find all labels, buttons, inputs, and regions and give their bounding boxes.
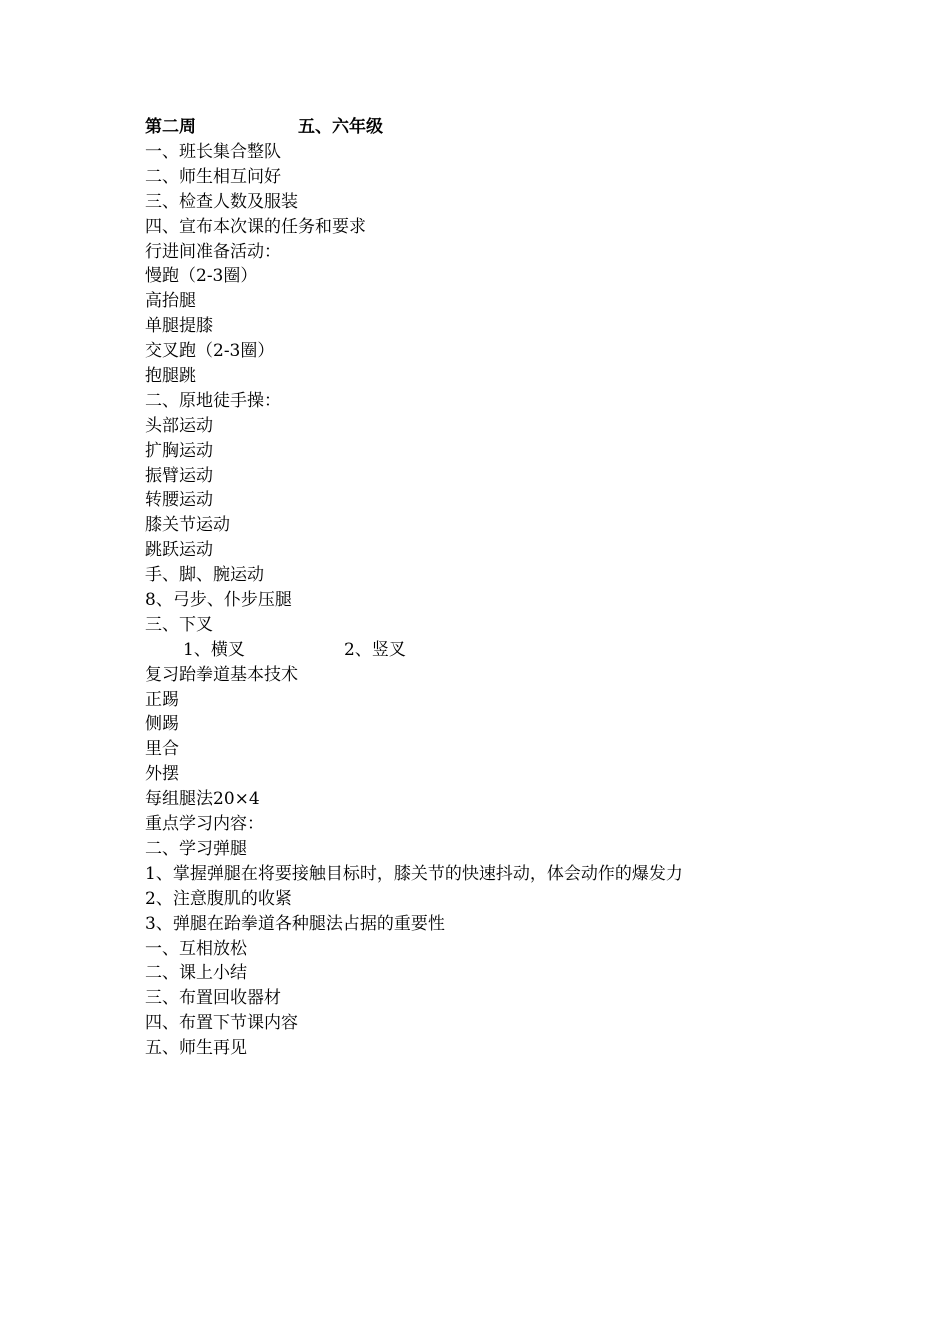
lesson-section-b (145, 663, 905, 1061)
text-line: 单腿提膝 (145, 316, 213, 337)
text-line: 四、宣布本次课的任务和要求 (145, 216, 366, 237)
text-line: 二、师生相互问好 (145, 166, 281, 187)
split-line (145, 638, 905, 663)
text-line: 慢跑（2-3圈） (145, 266, 258, 287)
lesson-section-a (145, 140, 905, 638)
text-line: 8、弓步、仆步压腿 (145, 590, 292, 611)
text-line: 高抬腿 (145, 291, 196, 312)
text-line: 四、布置下节课内容 (145, 1013, 298, 1034)
text-line: 抱腿跳 (145, 366, 196, 387)
text-line: 二、原地徒手操： (145, 390, 281, 411)
text-line: 里合 (145, 739, 179, 760)
split-right: 2、竖叉 (344, 639, 406, 660)
text-line: 三、检查人数及服装 (145, 191, 298, 212)
text-line: 跳跃运动 (145, 540, 213, 561)
text-line: 扩胸运动 (145, 440, 213, 461)
text-line: 1、掌握弹腿在将要接触目标时，膝关节的快速抖动，体会动作的爆发力 (145, 863, 683, 884)
text-line: 转腰运动 (145, 490, 213, 511)
text-line: 手、脚、腕运动 (145, 565, 264, 586)
lesson-heading (145, 115, 905, 140)
text-line: 振臂运动 (145, 465, 213, 486)
split-left: 1、横叉 (183, 639, 245, 660)
text-line: 行进间准备活动： (145, 241, 281, 262)
text-line: 2、注意腹肌的收紧 (145, 888, 292, 909)
text-line: 一、班长集合整队 (145, 142, 281, 162)
text-line: 五、师生再见 (145, 1038, 247, 1059)
text-line: 外摆 (145, 764, 179, 785)
text-line: 侧踢 (145, 714, 179, 735)
text-line: 一、互相放松 (145, 938, 247, 959)
week-label: 第二周 (145, 117, 196, 137)
grade-label: 五、六年级 (298, 117, 383, 137)
text-line: 膝关节运动 (145, 515, 230, 536)
text-line: 正踢 (145, 689, 179, 710)
lesson-plan (145, 115, 905, 1061)
text-line: 交叉跑（2-3圈） (145, 341, 275, 362)
text-line: 3、弹腿在跆拳道各种腿法占据的重要性 (145, 913, 445, 934)
text-line: 二、学习弹腿 (145, 838, 247, 859)
text-line: 三、下叉 (145, 614, 213, 635)
text-line: 复习跆拳道基本技术 (145, 664, 298, 685)
text-line: 三、布置回收器材 (145, 988, 281, 1009)
text-line: 头部运动 (145, 415, 213, 436)
text-line: 二、课上小结 (145, 963, 247, 984)
text-line: 每组腿法20×4 (145, 789, 260, 810)
text-line: 重点学习内容： (145, 814, 264, 835)
